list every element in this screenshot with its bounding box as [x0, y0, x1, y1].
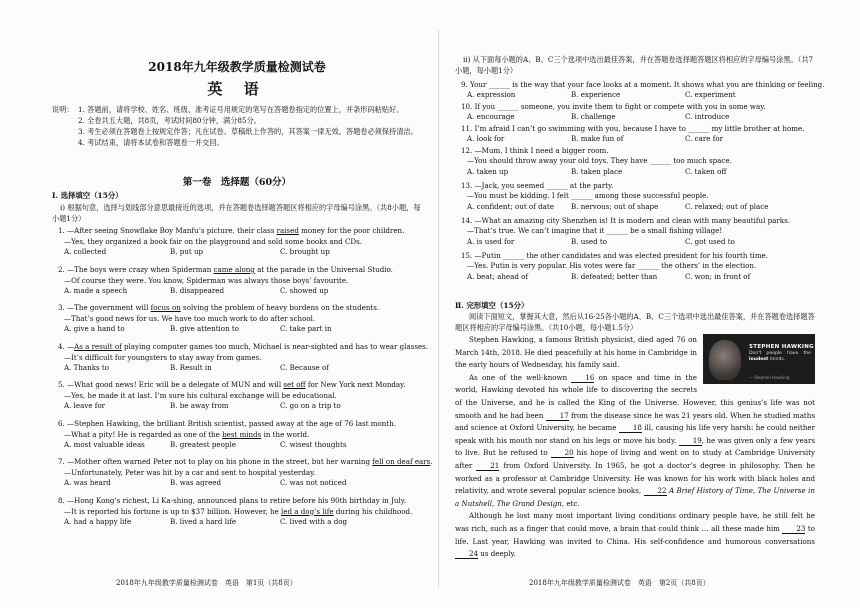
question-item [455, 102, 815, 123]
passage-text: from the disease since he was 21 years old. When he studied maths and science at Oxford University, he became [455, 410, 815, 433]
reply-text: —It’s difficult for youngsters to stay away from games. [64, 352, 262, 362]
question-number: 15. [461, 251, 473, 260]
question-item [52, 419, 422, 451]
section-one-instructions: ⅰ) 根据句意，选择与划线部分意思最接近的选项，并在答题卷选择题答题区将相应的字母编号涂黑。（共8小题，每小题1分） [52, 203, 421, 223]
answer-option: C. introduce [685, 112, 730, 122]
question-text: —Jack, you seemed ______ at the party. [474, 181, 614, 190]
question-number: 14. [461, 216, 473, 225]
question-text: —Mother often warned Peter not to play on his phone in the street, but her warning [67, 457, 373, 466]
reply-text: —Of course they were. You know, Spiderman was always those boys’ favourite. [64, 275, 349, 285]
subject-title: 英 语 [207, 80, 267, 98]
question-item [455, 146, 815, 177]
question-reply [52, 507, 422, 518]
question-number: 1. [58, 226, 65, 235]
note-item: 1. 答题前，请将学校、姓名、班级、准考证号用规定的笔写在答题卷指定的位置上，并条形码粘贴好。 [78, 105, 404, 114]
answer-option: B. be away from [170, 401, 229, 410]
question-number: 7. [58, 457, 65, 466]
question-number: 9. [461, 80, 468, 89]
answer-option: C. Because of [280, 363, 329, 372]
answer-option: B. taken place [571, 166, 623, 176]
reply-text: in the world. [261, 429, 310, 439]
cloze-blank: 16 [571, 373, 594, 383]
question-stem [455, 251, 815, 261]
question-item [52, 226, 422, 258]
answer-option: A. confident; out of date [467, 201, 554, 211]
question-text: —Hong Kong’s richest, Li Ka-shing, announced plans to retire before his 90th birthday in July. [67, 496, 407, 505]
answer-options [455, 90, 815, 100]
question-text: —Mum, I think I need a bigger room. [474, 146, 609, 155]
passage-text: on space and time in the world, Hawking devoted his whole life to discovering the secrets of the Universe, and he is called the King of the Universe. However, this genius’s life was not smooth and he had been [455, 372, 815, 420]
reply-text: —Yes. Putin is very popular. His votes were far ______ the others’ in the election. [467, 261, 757, 271]
question-item [52, 303, 422, 335]
question-number: 10. [461, 102, 473, 111]
passage-paragraph-2 [455, 372, 815, 511]
answer-option: C. take part in [280, 324, 332, 333]
answer-option: B. challenge [571, 112, 616, 122]
question-number: 13. [461, 181, 473, 190]
answer-options [52, 517, 422, 528]
cloze-blank: 24 [455, 549, 478, 559]
question-stem [455, 146, 815, 156]
reply-text: —You should throw away your old toys. They have ______ too much space. [467, 156, 732, 166]
underlined-phrase: best minds [222, 429, 262, 439]
answer-options [52, 286, 422, 297]
question-item [52, 496, 422, 528]
question-stem [455, 216, 815, 226]
answer-option: C. got used to [685, 236, 735, 246]
cloze-blank: 21 [476, 461, 499, 471]
note-item: 2. 全卷共五大题，共8页，考试时间80分钟，满分85分。 [78, 116, 261, 125]
question-item [455, 181, 815, 212]
answer-option: C. taken off [685, 166, 727, 176]
cloze-blank: 20 [551, 448, 574, 458]
question-text: playing computer games too much, Michael is near-sighted and has to wear glasses. [121, 342, 429, 351]
note-item: 4. 考试结束，请将本试卷和答题卷一并交回。 [78, 138, 224, 147]
section-two-instructions: 阅读下面短文，掌握其大意，然后从16-25各小题的A、B、C三个选项中选出最佳答案，并在答题卷选择题答题区将相应的字母编号涂黑。（共10小题，每小题1.5分） [455, 312, 815, 332]
answer-option: C. care for [685, 134, 724, 144]
page-fold-divider [438, 30, 439, 588]
answer-option: C. experiment [685, 90, 736, 100]
question-number: 4. [58, 342, 65, 351]
answer-options [52, 401, 422, 412]
underlined-phrase: fell on deaf ears [372, 457, 431, 466]
question-stem [455, 124, 815, 134]
cloze-blank: 19 [679, 436, 702, 446]
question-text: . [430, 457, 433, 466]
photo-quote: Don't people have the loudest minds. [749, 351, 811, 362]
exam-title: 2018年九年级教学质量检测试卷 [148, 60, 326, 74]
reply-text: —What a pity! He is regarded as one of the [64, 429, 223, 439]
answer-options [52, 324, 422, 335]
answer-option: A. expression [467, 90, 516, 100]
question-text: —The government will [67, 303, 151, 312]
cloze-blank: 22 [644, 486, 667, 496]
question-item [52, 380, 422, 412]
question-reply [455, 261, 815, 271]
question-text: — [67, 342, 75, 351]
cloze-blank: 17 [546, 411, 569, 421]
sub-ii-instructions: ⅱ) 从下面每小题的A、B、C三个选项中选出最佳答案，并在答题卷选择题答题区将相应的字母编号涂黑。（共7小题，每小题1分） [455, 55, 814, 75]
question-text: If you ______ someone, you invite them to fight or compete with you in some way. [474, 102, 766, 111]
answer-option: B. give attention to [170, 324, 240, 333]
question-reply [52, 237, 422, 248]
answer-option: A. had a happy life [64, 517, 132, 526]
question-number: 2. [58, 265, 65, 274]
question-reply [455, 156, 815, 166]
question-reply [52, 276, 422, 287]
question-item [52, 265, 422, 297]
question-text: —The boys were crazy when Spiderman [67, 265, 214, 274]
answer-option: B. greatest people [170, 440, 236, 449]
answer-options [52, 440, 422, 451]
photo-attribution: — Stephen Hawking [749, 375, 790, 380]
underlined-phrase: came along [213, 265, 255, 274]
cloze-blank: 23 [782, 524, 805, 534]
answer-option: B. experience [571, 90, 621, 100]
passage-text: Although he lost many most important living conditions ordinary people have, he still felt he was rich, such as a finger that could move, a brain that could think … all these made him [455, 511, 815, 533]
question-reply [52, 391, 422, 402]
question-text: —What an amazing city Shenzhen is! It is modern and clean with many beautiful parks. [474, 216, 790, 225]
answer-option: A. taken up [467, 166, 509, 176]
answer-option: B. used to [571, 236, 608, 246]
book-titles: A Brief History of Time, The Universe in a Nutshell, The Grand Design [455, 486, 815, 508]
question-reply [455, 191, 815, 201]
section-two-title: Ⅱ. 完形填空（15分） [455, 301, 529, 310]
right-page [455, 0, 825, 608]
question-stem [52, 342, 429, 353]
answer-option: C. won; in front of [685, 271, 751, 281]
photo-title: STEPHEN HAWKING [749, 344, 814, 350]
answer-option: A. leave for [64, 401, 106, 410]
passage-text: , etc. [561, 498, 580, 508]
question-stem [52, 419, 422, 430]
question-number: 11. [461, 124, 473, 133]
question-text: —After seeing Snowflake Boy Manfu’s picture, their class [67, 226, 277, 235]
answer-options [455, 167, 815, 177]
question-number: 6. [58, 419, 65, 428]
cloze-passage [455, 334, 815, 561]
answer-option: C. was not noticed [280, 478, 347, 487]
answer-option: A. beat; ahead of [467, 271, 529, 281]
answer-options [52, 478, 422, 489]
question-text: —Putin ______ the other candidates and was elected president for his fourth time. [474, 251, 769, 260]
question-item [52, 457, 433, 489]
answer-options [455, 237, 815, 247]
passage-text: ill, causing his life very harsh: he could neither speak with his mouth nor stand on his legs or move his body. [455, 423, 815, 445]
page-footer-right: 2018年九年级教学质量检测试卷 英语 第2页（共8页） [529, 579, 710, 587]
question-reply [455, 226, 815, 236]
answer-option: A. was heard [64, 478, 111, 487]
underlined-phrase: focus on [150, 303, 181, 312]
question-reply [52, 314, 422, 325]
answer-option: C. go on a trip to [280, 401, 341, 410]
notes-label: 说明： [52, 105, 74, 114]
question-text: —What good news! Eric will be a delegate of MUN and will [67, 380, 284, 389]
answer-option: A. give a hand to [64, 324, 125, 333]
answer-option: C. brought up [280, 247, 330, 256]
question-number: 8. [58, 496, 65, 505]
answer-option: A. made a speech [64, 286, 128, 295]
answer-option: A. collected [64, 247, 107, 256]
passage-paragraph-3 [455, 510, 815, 560]
answer-options [455, 112, 815, 122]
page-footer-left: 2018年九年级教学质量检测试卷 英语 第1页（共8页） [116, 579, 297, 587]
reply-text: —Unfortunately, Peter was hit by a car and sent to hospital yesterday. [64, 467, 316, 477]
answer-option: A. is used for [467, 236, 515, 246]
note-item: 3. 考生必须在答题卷上按规定作答；凡在试卷、草稿纸上作答的，其答案一律无效。答题卷必须保持清洁。 [78, 127, 418, 136]
question-item [455, 124, 815, 145]
answer-options [455, 272, 815, 282]
answer-option: B. was agreed [170, 478, 222, 487]
underlined-phrase: As a result of [74, 342, 122, 351]
question-reply [52, 430, 422, 441]
answer-option: B. lived a hard life [170, 517, 237, 526]
question-stem [52, 265, 422, 276]
answer-option: B. Result in [170, 363, 212, 372]
reply-text: —That’s true. We can’t imagine that it ______ be a small fishing village! [467, 226, 723, 236]
answer-option: B. defeated; better than [571, 271, 658, 281]
answer-option: B. make fun of [571, 134, 624, 144]
question-number: 5. [58, 380, 65, 389]
exam-notes [52, 104, 422, 148]
passage-text: us deeply. [478, 549, 516, 559]
passage-text: As one of the well-known [469, 372, 572, 382]
question-stem [52, 226, 422, 237]
answer-option: C. lived with a dog [280, 517, 348, 526]
question-item [455, 80, 825, 101]
passage-paragraph-1: Stephen Hawking, a famous British physicist, died aged 76 on March 14th, 2018. He died peacefully at his home in Cambridge in the early hours of Wednesday, his family said. [455, 335, 697, 370]
answer-options [52, 247, 422, 258]
reply-text: —You must be kidding. I felt ______ among those successful people. [467, 191, 709, 201]
answer-option: B. disappeared [170, 286, 225, 295]
left-page [52, 0, 433, 608]
part-one-title: 第一卷 选择题（60分） [182, 177, 292, 188]
passage-text: , he was given only a few years to live. But he refused to [455, 435, 815, 458]
question-stem [455, 181, 815, 191]
question-number: 3. [58, 303, 65, 312]
reply-text: during his childhood. [333, 506, 413, 516]
question-stem [455, 80, 825, 90]
question-number: 12. [461, 146, 473, 155]
question-text: I’m afraid I can’t go swimming with you, because I have to ______ my little brother at home. [474, 124, 805, 133]
reply-text: —That’s good news for us. We have too much work to do after school. [64, 313, 316, 323]
question-text: —Stephen Hawking, the brilliant British scientist, passed away at the age of 76 last month. [67, 419, 397, 428]
reply-text: —Yes, they organized a book fair on the playground and sold some books and CDs. [64, 236, 362, 246]
question-stem [455, 102, 815, 112]
reply-text: —It is reported his fortune is up to $37 billion. However, he [64, 506, 282, 516]
question-text: money for the poor children. [298, 226, 405, 235]
reply-text: —Yes, he made it at last. I’m sure his cultural exchange will be educational. [64, 390, 337, 400]
answer-option: C. relaxed; out of place [685, 201, 769, 211]
question-item [455, 216, 815, 247]
question-text: at the parade in the Universal Studio. [254, 265, 393, 274]
answer-option: A. look for [467, 134, 505, 144]
answer-option: A. encourage [467, 112, 515, 122]
cloze-blank: 18 [619, 423, 642, 433]
answer-option: A. Thanks to [64, 363, 110, 372]
question-stem [52, 496, 422, 507]
hawking-photo [703, 334, 815, 384]
question-stem [52, 457, 433, 468]
answer-options [455, 134, 815, 144]
passage-text: his hope of living and went on to study at Cambridge University after [455, 448, 815, 470]
question-text: Your ______ is the way that your face looks at a moment. It shows what you are thinking or feeling. [470, 80, 825, 89]
passage-text: from Oxford University. In 1965, he got a doctor’s degree in philosophy. Then he worked as a professor at Cambridge University. He was known for his work with black holes and relativity, and wrote several popular science books, [455, 460, 815, 496]
answer-option: A. most valuable ideas [64, 440, 145, 449]
question-reply [52, 468, 422, 479]
portrait-image [709, 340, 741, 380]
answer-option: C. wisest thoughts [280, 440, 347, 449]
passage-text: to life. Last year, Hawking was invited to China. His self-confidence and humorous conversations [455, 523, 815, 546]
underlined-phrase: raised [276, 226, 299, 235]
underlined-phrase: led a dog’s life [281, 506, 334, 516]
answer-options [455, 202, 815, 212]
answer-option: C. showed up [280, 286, 329, 295]
question-stem [52, 380, 422, 391]
section-one-title: Ⅰ. 选择填空（15分） [52, 191, 123, 200]
answer-option: B. nervous; out of shape [571, 201, 659, 211]
question-item [455, 251, 815, 282]
answer-options [52, 363, 422, 374]
underlined-phrase: set off [283, 380, 306, 389]
question-text: for New York next Monday. [305, 380, 406, 389]
answer-option: B. put up [170, 247, 204, 256]
question-reply [52, 353, 422, 364]
question-text: solving the problem of heavy burdens on the students. [180, 303, 380, 312]
question-stem [52, 303, 422, 314]
question-item [52, 342, 429, 374]
